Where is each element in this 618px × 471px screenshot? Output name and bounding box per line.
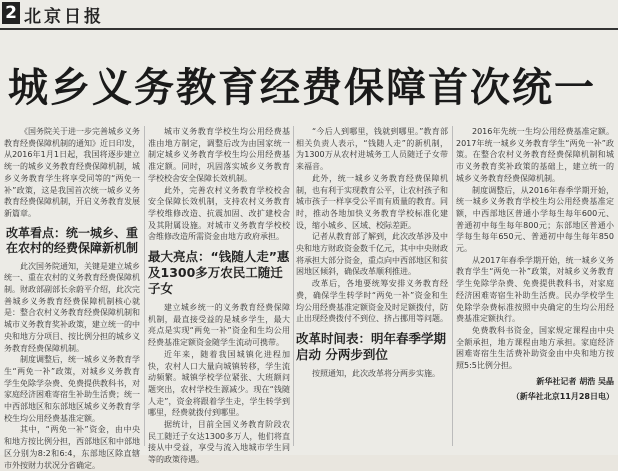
page-number: 2 [2,2,20,24]
paragraph: 其中，“两免一补”资金，由中央和地方按比例分担，西部地区和中部地区分别为8:2和6:4，东部地区除直辖市外按财力状况分省确定。 [4,425,140,470]
column-divider [144,126,145,446]
paragraph: 建立城乡统一的义务教育经费保障机制，最直接受益的是城乡学生，最大亮点是实现“两免一补”资金和生均公用经费基准定额资金随学生流动可携带。 [148,303,290,348]
paragraph: 据统计，目前全国义务教育阶段农民工随迁子女达1300多万人，他们将直接从中受益，享受与流入地城市学生同等的政策待遇。 [148,420,290,465]
author-line: 新华社记者 胡浩 吴晶 [536,376,614,386]
paragraph: 2016年先统一生均公用经费基准定额。2017年统一城乡义务教育学生“两免一补”政策。在整合农村义务教育经费保障机制和城市义务教育奖补政策的基础上，建立统一的城乡义务教育经费保障机制。 [456,127,614,183]
paragraph: “今后人到哪里，钱就到哪里。”教育部相关负责人表示，“钱随人走”的新机制，为1300万从农村进城务工人员随迁子女带来福音。 [296,127,448,172]
masthead-rule [0,28,618,30]
paragraph: 《国务院关于进一步完善城乡义务教育经费保障机制的通知》近日印发，从2016年1月1日起，我国将逐步建立统一的城乡义务教育经费保障机制，城乡义务教育学生将享受同等的“两免一补”政策，这是我国首次统一城乡义务教育经费保障机制，开启义务教育发展新篇章。 [4,127,140,218]
paragraph: 此外，统一城乡义务教育经费保障机制，也有利于实现教育公平，让农村孩子和城市孩子一样享受公平而有质量的教育。同时，推动各地加快义务教育学校标准化建设，缩小城乡、区域、校际差距。 [296,173,448,230]
paragraph: 记者从教育部了解到，此次改革涉及中央和地方财政资金数千亿元，其中中央财政将承担大部分资金，重点向中西部地区和贫困地区倾斜，确保改革顺利推进。 [296,232,448,277]
paragraph: 近年来，随着我国城镇化进程加快，农村人口大量向城镇转移，学生流动频繁。城镇学校学位紧张、大班额问题突出，农村学校生源减少。现在“钱随人走”，资金将跟着学生走，学生转学到哪里，经费就拨付到哪里。 [148,349,290,418]
dateline: （新华社北京11月28日电） [511,392,614,402]
paragraph: 免费教科书资金，国家规定课程由中央全额承担，地方课程由地方承担。家庭经济困难寄宿生生活费补助资金由中央和地方按照5:5比例分担。 [456,325,614,371]
subheading-biggest-highlight: 最大亮点：“钱随人走”惠及1300多万农民工随迁子女 [148,249,290,297]
newspaper-name: 北京日报 [24,7,104,27]
paragraph: 改革后，各地要统筹安排义务教育经费，确保学生转学时“两免一补”资金和生均公用经费基准定额资金及时足额拨付，防止出现经费拨付不到位、挤占挪用等问题。 [296,279,448,324]
column-4 [456,126,614,448]
masthead [0,0,618,36]
column-2 [148,126,290,465]
paragraph: 制度调整后，从2016年春季学期开始，统一城乡义务教育学校生均公用经费基准定额，中西部地区普通小学每生每年600元、普通初中每生每年800元；东部地区普通小学每生每年650元、普通初中每生每年850元。 [456,185,614,254]
paragraph: 此外，完善农村义务教育学校校舍安全保障长效机制，支持农村义务教育学校维修改造、抗震加固、改扩建校舍及其附属设施。对城市义务教育学校校舍维修改造所需资金由地方政府承担。 [148,185,290,242]
paragraph: 城市义务教育学校生均公用经费基准由地方制定，调整后改为由国家统一制定城乡义务教育学校生均公用经费基准定额。同时，巩固落实城乡义务教育学校校舍安全保障长效机制。 [148,127,290,183]
subheading-reform-highlight: 改革看点：统一城乡、重在农村的经费保障新机制 [5,225,138,255]
paragraph: 从2017年春季学期开始，统一城乡义务教育学生“两免一补”政策，对城乡义务教育学生免除学杂费、免费提供教科书，对家庭经济困难寄宿生补助生活费。民办学校学生免除学杂费标准按照中央确定的生均公用经费基准定额执行。 [456,255,614,324]
column-divider [293,126,294,446]
headline: 城乡义务教育经费保障首次统一 [8,65,596,111]
column-3 [296,126,448,448]
paragraph: 此次国务院通知，关键是建立城乡统一、重在农村的义务教育经费保障机制。财政部副部长余蔚平介绍，此次完善城乡义务教育经费保障机制核心就是：整合农村义务教育经费保障机制和城市义务教育奖补政策，建立统一的中央和地方分项目、按比例分担的城乡义务教育经费保障机制。 [4,261,140,353]
paragraph: 制度调整后，统一城乡义务教育学生“两免一补”政策，对城乡义务教育学生免除学杂费、免费提供教科书，对家庭经济困难寄宿生补助生活费；统一中西部地区和东部地区城乡义务教育学校生均公用经费基准定额。 [4,355,140,423]
paragraph: 按照通知，此次改革将分两步实施。 [312,368,440,378]
subheading-reform-timeline: 改革时间表：明年春季学期启动 分两步到位 [296,330,447,362]
column-1 [4,126,140,470]
column-divider [452,126,453,446]
